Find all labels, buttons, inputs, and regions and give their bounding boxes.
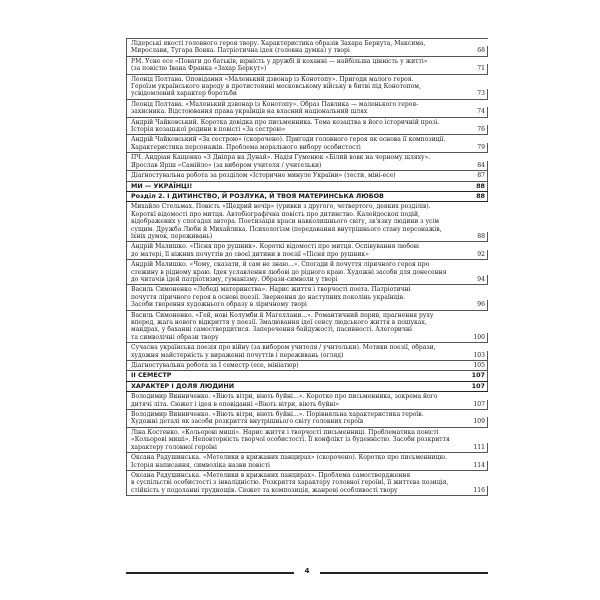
toc-entry-text: Василь Симоненко. «Гей, нові Колумби й Магеллани...». Романтичний порив, прагнення руху вперед, жага нового відкриття у поезії. Змалювання ідеї сенсу людського життя в пошуках, мандрах, у баханні самоствердитися. Заперечення байдужості, пасивності. Алегоричні та символічні образи твору [126,311,469,343]
toc-section-row [126,182,488,192]
toc-entry-text: Леонід Полтава. «Маленький дзвонар із Конотопу». Образ Павлика — маленького героя- захисника. Відстоювання права українців на власний національний шлях [126,100,469,117]
toc-row [126,471,488,496]
toc-entry-text: Ліна Костенко. «Кольорові миші». Нарис життя і творчості письменниці. Проблематика повісті «Кольорові миші». Неповторність творчої особистості. Її конфлікт із буденністю. Засоби розкриття характеру головної героїні [126,428,469,452]
table-of-contents [126,38,488,496]
toc-page-number: 105 [469,361,488,370]
footer-rule-left [126,572,294,574]
toc-row [126,75,488,100]
toc-entry-text: Михайло Стельмах. Повість «Щедрий вечір» (уривки з другого, четвертого, деяких розділів). Короткі відомості про митця. Автобіографічна повість про дитинство. Калейдоскоп подій, відображених у спогадах автора. Поетизація краси навколишнього світу, зв'язку людини з усім сущим. Дружба Люби й Михайлика. Психологізм (передавання внутрішнього стану персонажів, їхніх думок, переживань) [126,202,469,241]
toc-page-number: 116 [469,486,488,495]
toc-entry-text: Андрій Малишко. «Пісня про рушник». Короткі відомості про митця. Оспівування любові до матері, її ніжних почуттів до своєї дитини в поезії «Пісня про рушник» [126,242,469,259]
toc-entry-text: Андрій Малишко. «Чому, сказати, й сам не знаю...». Спогади й почуття ліричного героя про стежину в рідному краю. Ідея уславлення любові до рідного краю. Художні засоби для донесення до читачів ідей патріотизму, гуманізму. Образи-символи у творі [126,260,469,284]
toc-entry-text: Лідерські якості головного героя твору. Характеристика образів Захара Беркута, Максима, Мирослави, Тугара Вовка. Патріотична ідея (головна думка) у творі [126,39,469,56]
toc-entry-text: Володимир Винниченко. «Віють вітри, віють буйні...». Коротко про письменника, зокрема його дитячі літа. Сюжет і ідея в оповіданні «Віють вітри, віють буйні» [126,392,469,409]
toc-row [126,202,488,242]
toc-section-row [126,371,488,381]
toc-page-number: 107 [469,382,488,391]
toc-page-number: 87 [469,171,488,180]
toc-entry-text: Оксана Радушинська. «Метелики в крижаних панцирах» (скорочено). Коротко про письменницю. Історія написання, символіка назви повісті [126,453,469,470]
toc-row [126,410,488,428]
toc-page-number: 96 [469,300,488,309]
toc-row [126,38,488,57]
toc-row [126,392,488,410]
toc-section-row [126,382,488,392]
toc-page-number: 114 [469,461,488,470]
toc-page-number: 88 [469,232,488,241]
toc-entry-text: РМ. Усне есе «Поваги до батьків, вірність у дружбі й коханні — найбільша цінність у житті» (за повістю Івана Франка «Захар Беркут») [126,57,469,74]
toc-page-number: 109 [469,417,488,426]
toc-row [126,135,488,153]
toc-row [126,242,488,260]
toc-entry-text: ІІ СЕМЕСТР [126,371,469,380]
toc-page-number: 76 [469,125,488,134]
page-footer [126,566,488,580]
toc-row [126,153,488,171]
toc-page-number: 84 [469,161,488,170]
toc-entry-text: Діагностувальна робота за розділом «Історичне минуле України» (тести, міні-есе) [126,171,469,180]
toc-page-number: 107 [469,400,488,409]
toc-page-number: 88 [469,182,488,191]
toc-entry-text: Оксана Радушинська. «Метелики в крижаних панцирах». Проблема самоствердження в суспільстві особистості з інвалідністю. Розкриття характеру головної героїні, її життєва позиція, стійкість у подоланні труднощів. Сюжет та композиція, жанрові особливості твору [126,471,469,495]
toc-page-number: 74 [469,107,488,116]
toc-row [126,285,488,310]
toc-row [126,260,488,285]
toc-entry-text: ХАРАКТЕР І ДОЛЯ ЛЮДИНИ [126,382,469,391]
toc-row [126,311,488,344]
toc-row [126,361,488,371]
toc-page-number: 68 [469,46,488,55]
toc-entry-text: Василь Симоненко «Лебеді материнства». Нарис життя і творчості поета. Патріотичні почуття ліричного героя в основі поезії. Звернення до наступних поколінь українців. Засоби творення художнього образу в ліричному творі [126,285,469,309]
toc-page-number: 94 [469,275,488,284]
toc-page-number: 79 [469,143,488,152]
toc-entry-text: Андрій Чайковський «За сестрою» (скорочено). Пригоди головного героя як основа її композиції. Характеристика персонажів. Проблема морального вибору особистості [126,135,469,152]
footer-rule-right [320,572,488,574]
toc-page-number: 73 [469,89,488,98]
toc-entry-text: Сучасна українська поезія про війну (за вибором учителя / учительки). Мотиви поезії, образи, художня майстерність у вираженні почуттів і переживань (огляд) [126,343,469,360]
toc-entry-text: Розділ 2. І ДИТИНСТВО, Й РОЗЛУКА, Й ТВОЯ МАТЕРИНСЬКА ЛЮБОВ [126,192,469,201]
toc-page-number: 107 [469,371,488,380]
toc-entry-text: МИ — УКРАЇНЦІ! [126,182,469,191]
toc-row [126,453,488,471]
toc-entry-text: Леонід Полтава. Оповідання «Маленький дзвонар із Конотопу». Пригоди малого героя. Героїзм українського народу в протистоянні московському війську в битві під Конотопом, усвідомлений характер боротьби [126,75,469,99]
toc-entry-text: Андрій Чайковський. Коротка довідка про письменника. Тема козацтва в його історичній прозі. Історія козацької родини в повісті «За сестрою» [126,118,469,135]
toc-page-number: 88 [469,192,488,201]
page-number: 4 [304,567,310,575]
toc-page-number: 100 [469,333,488,342]
toc-row [126,118,488,136]
toc-entry-text: Володимир Винниченко. «Віють вітри, віють буйні...». Порівняльна характеристика героїв. Художні деталі як засоби розкриття внутрішнього світу головних героїв [126,410,469,427]
toc-entry-text: Діагностувальна робота за І семестр (есе, мініатюр) [126,361,469,370]
toc-entry-text: ПЧ. Андріан Кащенко «З Дніпра на Дунай». Надія Гуменюк «Білий вовк на чорному шляху». Ярослав Яріш «Самійло» (за вибором учителя / учительки) [126,153,469,170]
toc-page-number: 92 [469,250,488,259]
toc-row [126,100,488,118]
toc-page-number: 71 [469,64,488,73]
toc-row [126,428,488,453]
toc-section-row [126,192,488,202]
toc-page-number: 103 [469,351,488,360]
toc-row [126,57,488,75]
toc-page-number: 111 [469,443,488,452]
toc-row [126,343,488,361]
toc-row [126,171,488,181]
